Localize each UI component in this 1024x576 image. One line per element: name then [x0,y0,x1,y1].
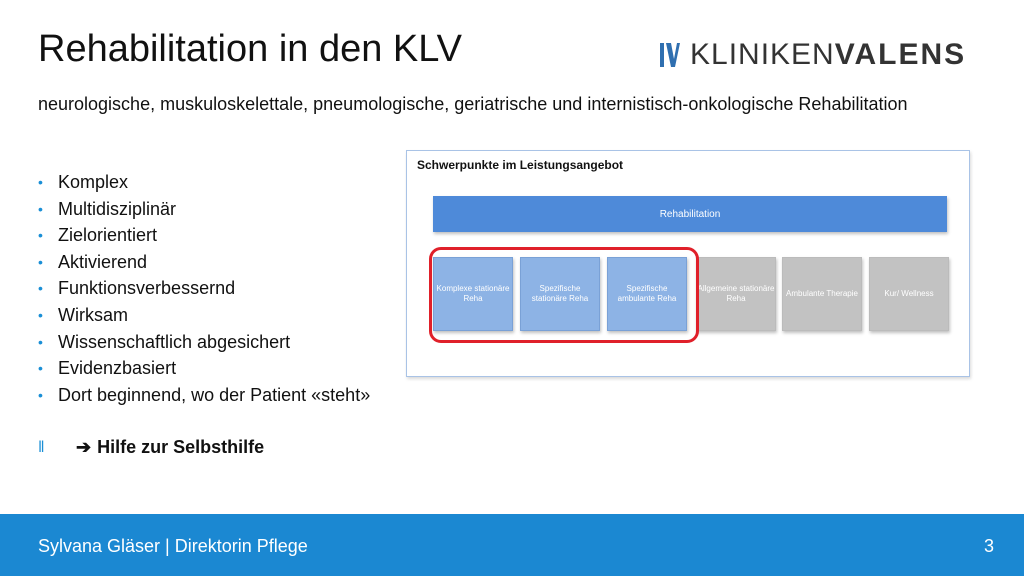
bullet-dot: • [38,360,43,377]
bullet-dot: • [38,306,43,323]
bullet-text: Wissenschaftlich abgesichert [58,331,291,352]
logo-text: KLINIKENVALENS [690,38,967,71]
arrow-icon: ➔ [76,437,92,457]
bullet-text: Dort beginnend, wo der Patient «steht» [58,384,371,405]
valens-v-icon [660,41,680,69]
bullet-dot: • [38,280,43,297]
diagram-title: Schwerpunkte im Leistungsangebot [417,158,624,172]
service-box: Kur/ Wellness [869,257,949,331]
highlight-frame [429,247,699,343]
bullet-dot: • [38,227,43,244]
bullet-text: Komplex [58,172,129,192]
service-box: Allgemeine stationäre Reha [696,257,776,331]
bullet-text: Zielorientiert [58,225,158,246]
service-box: Spezifische ambulante Reha [607,257,687,331]
bullet-text: Wirksam [58,304,128,325]
service-box: Ambulante Therapie [782,257,862,331]
bullet-dot: • [38,174,43,190]
bullet-text: Aktivierend [58,251,148,272]
page-number: 3 [983,536,994,556]
help-line [38,437,264,458]
bullet-item [38,197,370,224]
bullet-item [38,223,370,250]
bullet-item [38,330,370,357]
bullet-item [38,303,370,330]
bar-marker: ‖ [38,438,45,456]
service-box: Spezifische stationäre Reha [520,257,600,331]
rehabilitation-bar: Rehabilitation [433,196,947,232]
bullet-item [38,276,370,303]
slide-subtitle: neurologische, muskuloskelettale, pneumologische, geriatrische und internistisch-onkologische Rehabilitation [38,94,908,114]
bullet-text: Multidisziplinär [58,198,177,219]
bullet-item [38,170,370,197]
bullet-item [38,250,370,277]
bullet-dot: • [38,200,43,217]
slide-title: Rehabilitation in den KLV [38,28,462,70]
footer-text: Sylvana Gläser | Direktorin Pflege [38,536,308,556]
bullet-text: Funktionsverbessernd [58,278,236,299]
kliniken-valens-logo [660,38,966,72]
help-text: Hilfe zur Selbsthilfe [97,437,265,457]
service-diagram [406,150,970,377]
bullet-dot: • [38,333,43,350]
bullet-item [38,383,370,410]
bullet-dot: • [38,386,43,403]
service-box: Komplexe stationäre Reha [433,257,513,331]
bullet-dot: • [38,253,43,270]
bullet-text: Evidenzbasiert [58,358,177,379]
footer-bar [0,514,1024,576]
bullet-item [38,356,370,383]
bullet-list [38,170,370,409]
